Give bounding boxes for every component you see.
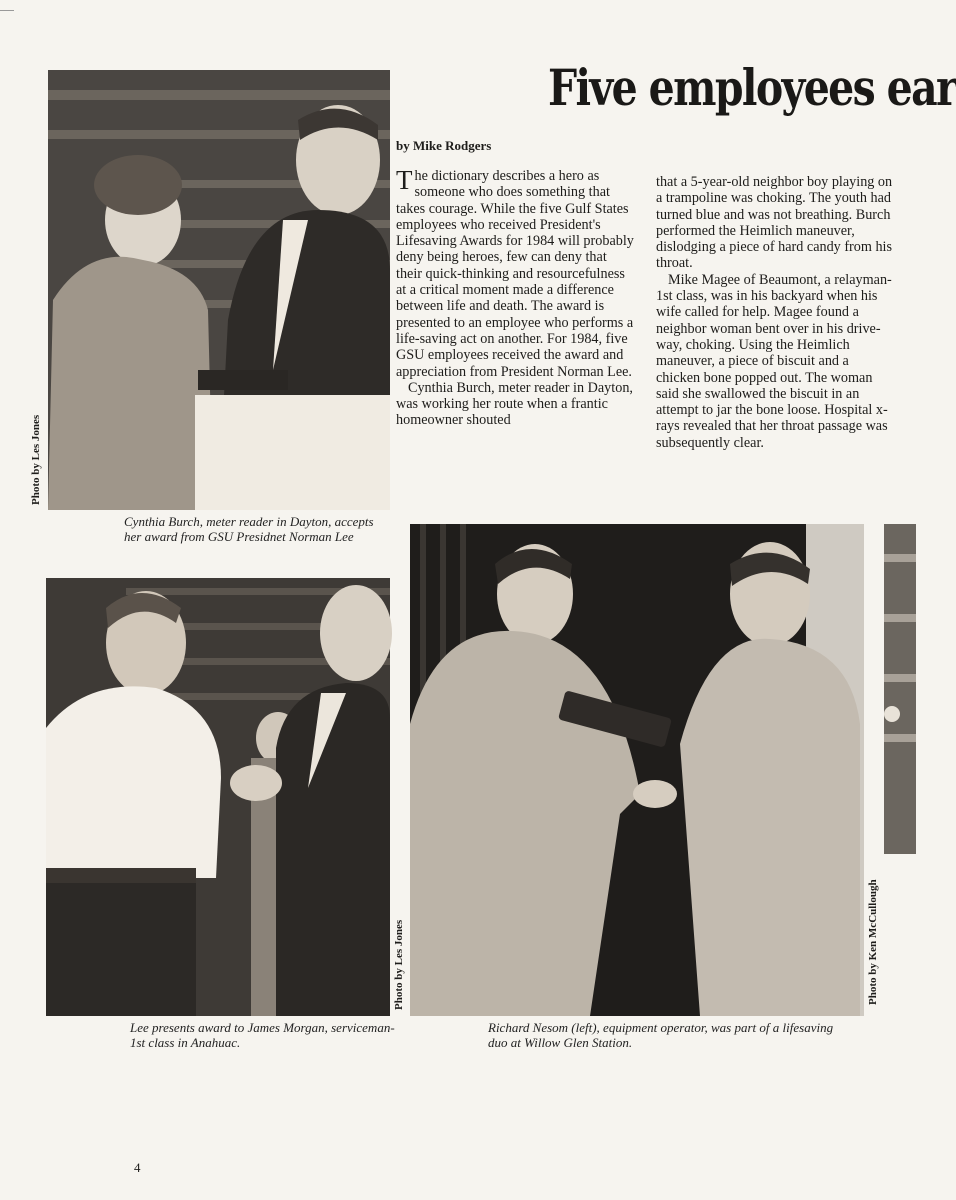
photo-credit-nesom-left: Photo by Les Jones [393, 919, 405, 1010]
paragraph-burch: Cynthia Burch, meter reader in Dayton, was working her route when a frantic homeowner shouted [396, 379, 633, 429]
photo-nesom-award [410, 524, 864, 1016]
article-column-2 [656, 174, 896, 451]
paragraph-intro-text: he dictionary describes a hero as someone who does something that takes courage. While the five Gulf States employees who received President's Lifesaving Awards for 1984 will probably deny being heroes, few can deny that their quick-thinking and resourcefulness at a critical moment made a difference between life and death. The award is presented to an employee who performs a life-saving act on another. For 1984, five GSU employees received the award and appreciation from President Norman Lee. [396, 168, 634, 380]
photo-burch-award [48, 70, 390, 510]
paragraph-burch-cont: that a 5-year-old neighbor boy playing on a trampoline was choking. The youth had turned blue and was not breathing. Burch performed the Heimlich maneuver, dislodging a piece of hard candy from his throat. [656, 174, 893, 272]
article-byline: by Mike Rodgers [396, 138, 492, 153]
page-number: 4 [134, 1160, 141, 1175]
page-edge-mark [0, 10, 14, 11]
photo-credit-nesom-right: Photo by Ken McCullough [867, 879, 879, 1005]
photo-edge-next-page [884, 524, 916, 854]
paragraph-intro [396, 165, 636, 380]
caption-burch: Cynthia Burch, meter reader in Dayton, accepts her award from GSU Presidnet Norman Lee [124, 514, 374, 544]
photo-morgan-award [46, 578, 390, 1016]
caption-nesom: Richard Nesom (left), equipment operator, was part of a lifesaving duo at Willow Glen Station. [488, 1020, 834, 1050]
drop-cap: T [396, 165, 413, 195]
photo-credit-burch: Photo by Les Jones [30, 414, 42, 505]
article-headline: Five employees ear [548, 58, 956, 117]
paragraph-magee: Mike Magee of Beaumont, a relayman-1st class, was in his backyard when his wife called for help. Magee found a neighbor woman bent over in his drive-way, choking. Using the Heimlich maneuver, a piece of biscuit and a chicken bone popped out. The woman said she swallowed the biscuit in an attempt to jar the bone loose. Hospital x-rays revealed that her throat passage was subsequently clear. [656, 271, 892, 451]
article-column-1 [396, 165, 636, 429]
caption-morgan: Lee presents award to James Morgan, serviceman-1st class in Anahuac. [130, 1020, 395, 1050]
